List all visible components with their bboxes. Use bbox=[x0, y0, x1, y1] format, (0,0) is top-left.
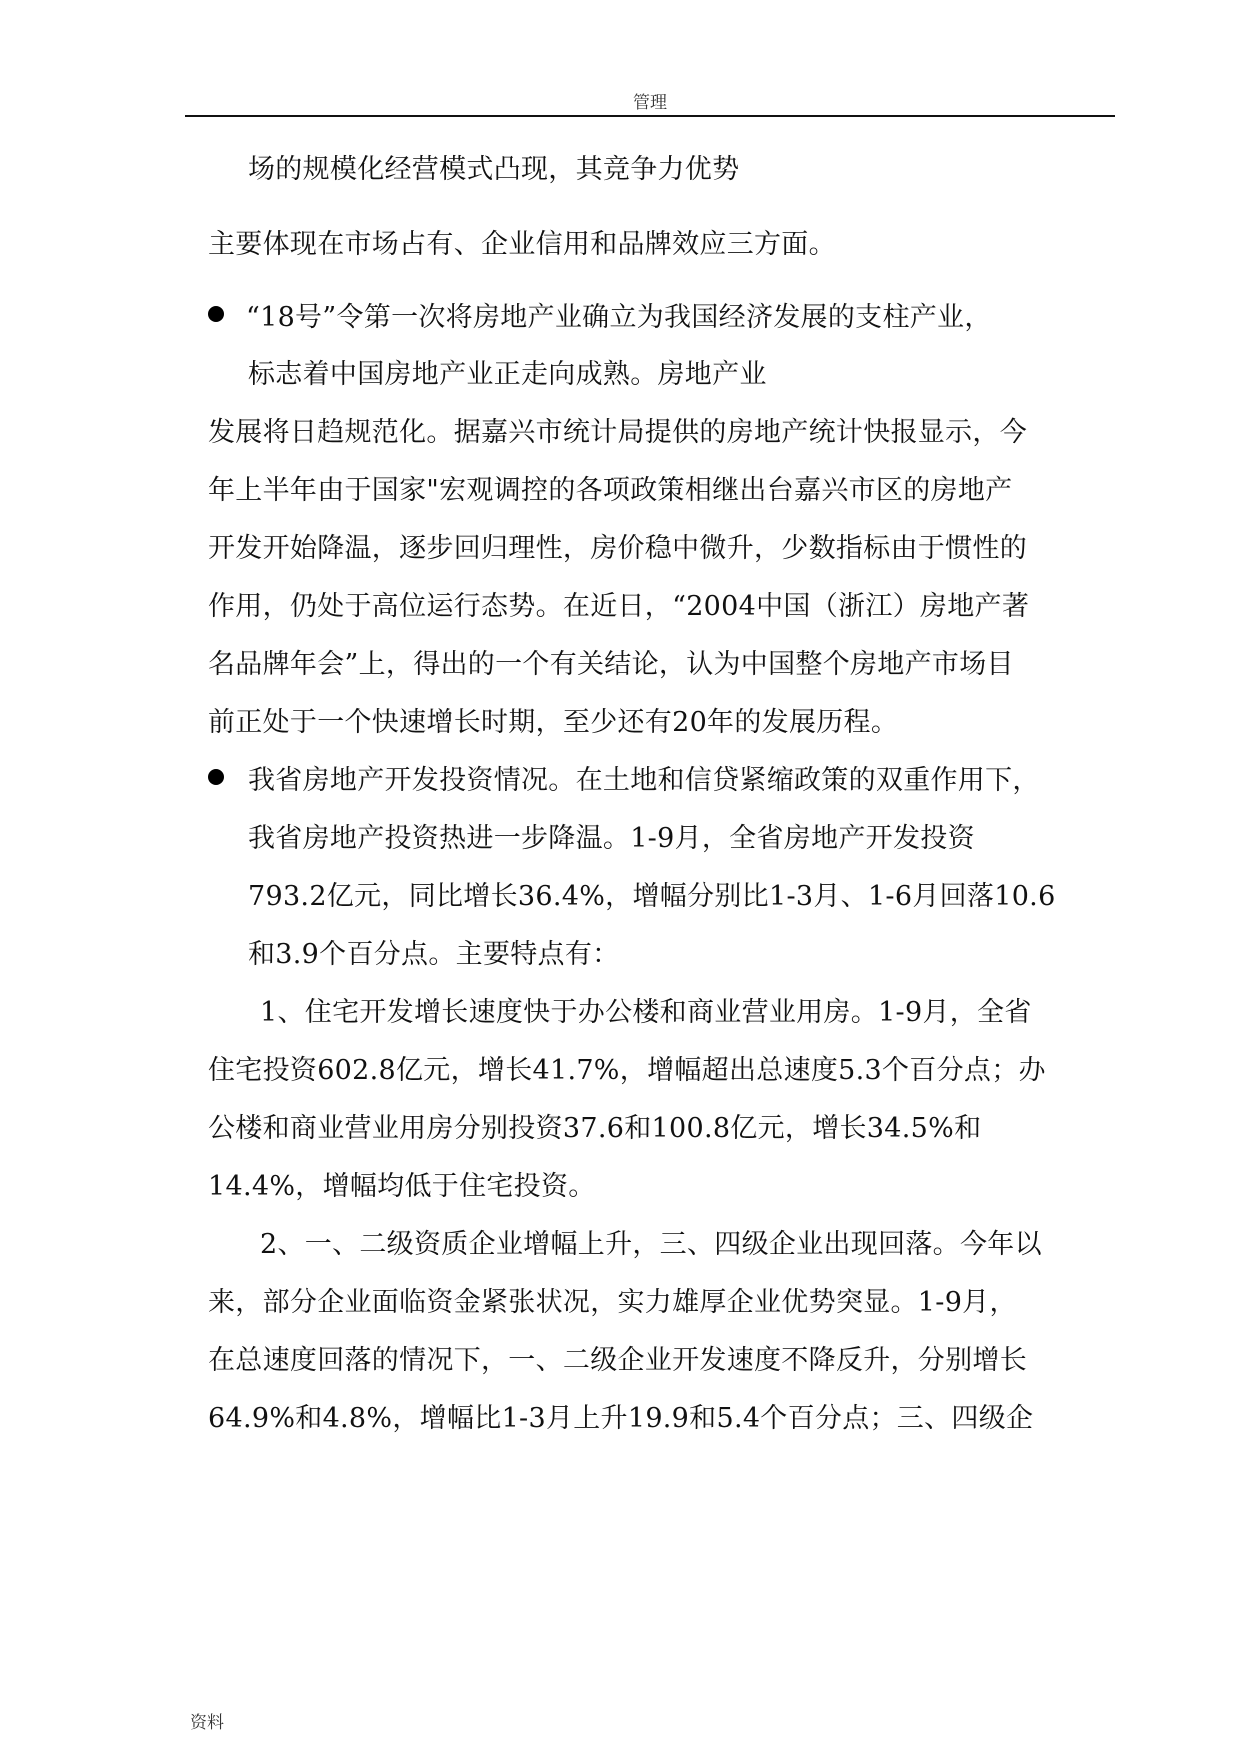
text-line: 作用，仍处于高位运行态势。在近日，“2004中国（浙江）房地产著 bbox=[208, 591, 1030, 622]
text-line: 2、一、二级资质企业增幅上升，三、四级企业出现回落。今年以 bbox=[260, 1229, 1042, 1260]
text-line: 793.2亿元，同比增长36.4%，增幅分别比1-3月、1-6月回落10.6 bbox=[248, 881, 1056, 912]
text-line: 来，部分企业面临资金紧张状况，实力雄厚企业优势突显。1-9月， bbox=[208, 1287, 1017, 1318]
text-line: 14.4%，增幅均低于住宅投资。 bbox=[208, 1171, 596, 1202]
text-line: 开发开始降温，逐步回归理性，房价稳中微升，少数指标由于惯性的 bbox=[208, 533, 1027, 564]
text-line: 年上半年由于国家"宏观调控的各项政策相继出台嘉兴市区的房地产 bbox=[208, 475, 1013, 506]
text-line: 64.9%和4.8%，增幅比1-3月上升19.9和5.4个百分点；三、四级企 bbox=[208, 1403, 1034, 1434]
text-line: 主要体现在市场占有、企业信用和品牌效应三方面。 bbox=[208, 229, 836, 260]
text-line: 我省房地产投资热进一步降温。1-9月，全省房地产开发投资 bbox=[248, 823, 975, 854]
text-line: “18号”令第一次将房地产业确立为我国经济发展的支柱产业， bbox=[246, 302, 992, 333]
text-line: 公楼和商业营业用房分别投资37.6和100.8亿元，增长34.5%和 bbox=[208, 1113, 982, 1144]
text-line: 住宅投资602.8亿元，增长41.7%，增幅超出总速度5.3个百分点；办 bbox=[208, 1055, 1046, 1086]
text-line: 我省房地产开发投资情况。在土地和信贷紧缩政策的双重作用下， bbox=[248, 765, 1040, 796]
text-line: 名品牌年会”上，得出的一个有关结论，认为中国整个房地产市场目 bbox=[208, 649, 1014, 680]
text-line: 标志着中国房地产业正走向成熟。房地产业 bbox=[248, 359, 767, 390]
text-line: 1、住宅开发增长速度快于办公楼和商业营业用房。1-9月，全省 bbox=[260, 997, 1032, 1028]
text-line: 在总速度回落的情况下，一、二级企业开发速度不降反升，分别增长 bbox=[208, 1345, 1027, 1376]
page-header: 管理 bbox=[633, 93, 667, 113]
text-line: 前正处于一个快速增长时期，至少还有20年的发展历程。 bbox=[208, 707, 899, 738]
page-footer: 资料 bbox=[190, 1713, 224, 1733]
bullet-icon bbox=[208, 769, 224, 785]
text-line: 和3.9个百分点。主要特点有： bbox=[248, 939, 620, 970]
text-line: 场的规模化经营模式凸现，其竞争力优势 bbox=[248, 154, 740, 185]
header-rule bbox=[185, 115, 1115, 117]
bullet-icon bbox=[208, 306, 224, 322]
text-line: 发展将日趋规范化。据嘉兴市统计局提供的房地产统计快报显示，今 bbox=[208, 417, 1027, 448]
